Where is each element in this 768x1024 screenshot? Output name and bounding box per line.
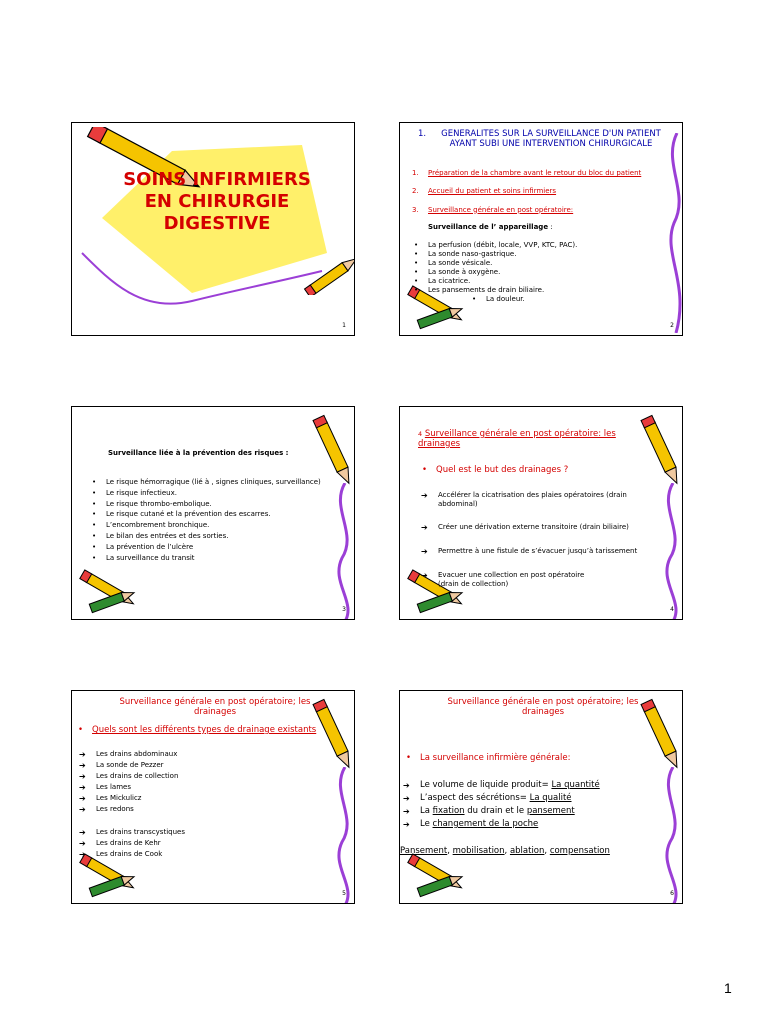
list-item: • Quel est le but des drainages ? <box>418 465 568 475</box>
slide-number: 4 <box>670 606 674 613</box>
swirl-line <box>330 767 355 904</box>
list-item: ➔ Les Mickulicz <box>76 793 276 804</box>
list-item: • Le risque thrombo-embolique. <box>88 499 338 510</box>
page-number: 1 <box>724 980 732 996</box>
list-item: • La cicatrice. <box>410 277 640 286</box>
numbered-list <box>412 169 674 215</box>
list-item: • La perfusion (débit, locale, VVP, KTC, PAC). <box>410 241 640 250</box>
pencil-icon <box>74 567 144 617</box>
list-item: ➔ La sonde de Pezzer <box>76 760 276 771</box>
bullet-list <box>410 241 640 295</box>
list-item: ➔ Les drains de collection <box>76 771 276 782</box>
slide-heading: 4 Surveillance générale en post opératoire: les drainages <box>418 429 616 449</box>
list-item: • La sonde naso-gastrique. <box>410 250 640 259</box>
list-item: • La sonde vésicale. <box>410 259 640 268</box>
arrow-list <box>418 491 658 590</box>
slide-5 <box>71 690 355 904</box>
slide-number: 5 <box>342 890 346 897</box>
title-line: EN CHIRURGIE <box>144 191 290 212</box>
slide-heading <box>418 129 668 149</box>
heading-number: 1. <box>418 129 427 139</box>
list-item: 3. Surveillance générale en post opératoire: <box>412 205 574 214</box>
list-item: ➔ Les redons <box>76 804 276 815</box>
list-item: 2. Accueil du patient et soins infirmiers <box>412 187 557 196</box>
bullet-list <box>88 477 338 563</box>
list-item: • L’encombrement bronchique. <box>88 520 338 531</box>
pencil-icon <box>402 851 472 901</box>
list-item: • Les pansements de drain biliaire. <box>410 286 640 295</box>
list-item: ➔ La fixation du drain et le pansement <box>400 805 640 818</box>
list-item: ➔ Les drains abdominaux <box>76 749 276 760</box>
slide-heading: Surveillance générale en post opératoire; les drainages <box>119 697 311 717</box>
list-item: ➔ Les drains transcystiques <box>76 827 276 838</box>
list-item: ➔ Les lames <box>76 782 276 793</box>
list-item: ➔ Les drains de Cook <box>76 849 276 860</box>
sub-bullet-list <box>468 295 525 304</box>
slide-1 <box>71 122 355 336</box>
list-item: • Le risque infectieux. <box>88 488 338 499</box>
list-item: • La prévention de l’ulcère <box>88 542 338 553</box>
swirl-line <box>658 767 683 904</box>
question-bullet <box>74 725 346 735</box>
list-item: • Le risque cutané et la prévention des escarres. <box>88 509 338 520</box>
title-line: SOINS INFIRMIERS <box>123 169 311 190</box>
slide-number: 6 <box>670 890 674 897</box>
pencil-icon <box>312 407 352 487</box>
footer-line: Pansement, mobilisation, ablation, compensation <box>400 846 610 856</box>
list-item: ➔ Les drains de Kehr <box>76 838 276 849</box>
slide-3 <box>71 406 355 620</box>
slide-number: 1 <box>342 322 346 329</box>
list-item: ➔ L’aspect des sécrétions= La qualité <box>400 792 640 805</box>
slide-number: 2 <box>670 322 674 329</box>
slide-number: 3 <box>342 606 346 613</box>
title-line: DIGESTIVE <box>163 213 271 234</box>
list-item: ➔ Permettre à une fistule de s’évacuer jusqu’à tarissement <box>418 547 658 556</box>
arrow-list <box>400 779 640 831</box>
list-item: • La surveillance infirmière générale: <box>402 753 570 763</box>
slide-heading: Surveillance générale en post opératoire; les drainages <box>447 697 639 717</box>
slide-6 <box>399 690 683 904</box>
list-item: • La douleur. <box>468 295 525 304</box>
list-item: • Le bilan des entrées et des sorties. <box>88 531 338 542</box>
slide-4 <box>399 406 683 620</box>
heading-text: GENERALITES SUR LA SURVEILLANCE D'UN PATIENT AYANT SUBI UNE INTERVENTION CHIRURGICALE <box>441 129 661 149</box>
subheading: Surveillance de l’ appareillage : <box>428 223 553 231</box>
list-item: • Le risque hémorragique (lié à , signes cliniques, surveillance) <box>88 477 338 488</box>
slide-title <box>102 169 332 235</box>
list-item: • La surveillance du transit <box>88 553 338 564</box>
list-item: • Quels sont les différents types de drainage existants <box>74 725 346 735</box>
list-item: ➔ Créer une dérivation externe transitoire (drain biliaire) <box>418 523 658 532</box>
list-item: ➔ Accélérer la cicatrisation des plaies opératoires (drain abdominal) <box>418 491 658 510</box>
slide-2 <box>399 122 683 336</box>
slide-heading: Surveillance liée à la prévention des risques : <box>108 449 289 457</box>
list-item: ➔ Evacuer une collection en post opératoire (drain de collection) <box>418 571 658 590</box>
arrow-list <box>76 749 276 815</box>
list-item: ➔ Le volume de liquide produit= La quantité <box>400 779 640 792</box>
swirl-line <box>658 483 683 620</box>
list-item: ➔ Le changement de la poche <box>400 818 640 831</box>
list-item: 1. Préparation de la chambre avant le retour du bloc du patient <box>412 169 642 177</box>
question-bullet <box>418 465 568 475</box>
list-item: • La sonde à oxygène. <box>410 268 640 277</box>
bullet <box>402 753 570 763</box>
arrow-list <box>76 827 276 860</box>
swirl-line <box>662 133 683 333</box>
